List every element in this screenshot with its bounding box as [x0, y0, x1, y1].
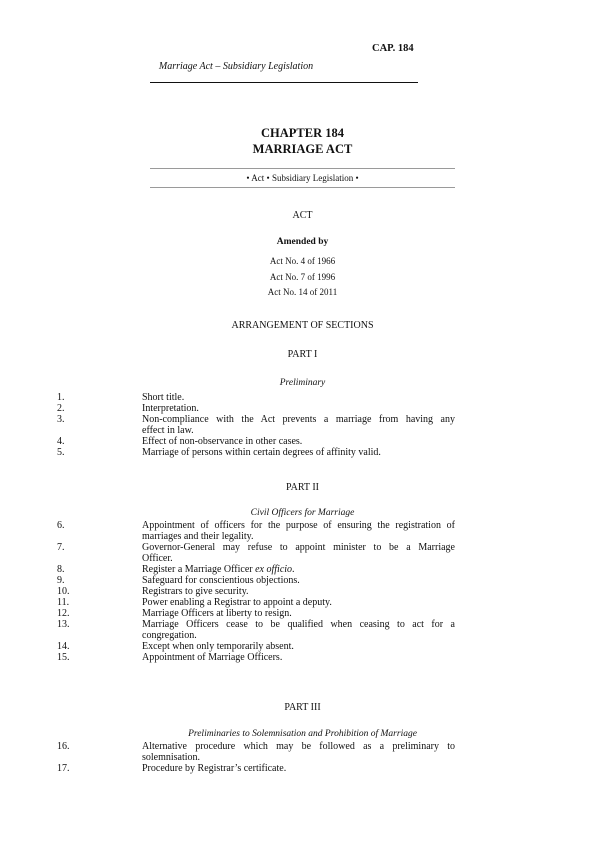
section-number: 5. [57, 447, 65, 458]
section-entry [57, 403, 455, 414]
section-number: 13. [57, 619, 70, 630]
section-entry [57, 586, 455, 597]
section-number: 7. [57, 542, 65, 553]
section-number: 16. [57, 741, 70, 752]
section-title: Non-compliance with the Act prevents a marriage from having any [142, 414, 455, 425]
section-number: 4. [57, 436, 65, 447]
part-subtitle: Preliminaries to Solemnisation and Prohibition of Marriage [188, 729, 417, 739]
section-title: Registrars to give security. [142, 586, 249, 597]
part-heading: PART I [287, 349, 318, 360]
section-title: Alternative procedure which may be followed as a preliminary to [142, 741, 455, 752]
bullet: • [266, 173, 270, 183]
section-title: Effect of non-observance in other cases. [142, 436, 303, 447]
section-title: Marriage Officers at liberty to resign. [142, 608, 292, 619]
section-entry [57, 392, 455, 403]
section-list [57, 741, 455, 774]
section-number: 11. [57, 597, 70, 608]
section-entry-continued [57, 553, 455, 564]
links-top-rule [150, 168, 455, 169]
section-number: 12. [57, 608, 70, 619]
subsidiary-legislation-link[interactable]: Subsidiary Legislation [271, 173, 354, 183]
section-list [57, 392, 455, 458]
amendment-item: Act No. 7 of 1996 [269, 272, 336, 282]
section-title: Appointment of Marriage Officers. [142, 652, 283, 663]
section-number: 14. [57, 641, 70, 652]
section-entry-continued [57, 630, 455, 641]
section-entry [57, 520, 455, 531]
section-title: Appointment of officers for the purpose of ensuring the registration of [142, 520, 455, 531]
section-number: 15. [57, 652, 70, 663]
section-entry [57, 414, 455, 425]
section-title: Marriage Officers cease to be qualified when ceasing to act for a [142, 619, 455, 630]
act-heading: ACT [292, 210, 313, 221]
section-entry [57, 447, 455, 458]
section-number: 2. [57, 403, 65, 414]
amendment-item: Act No. 14 of 2011 [267, 287, 338, 297]
section-entry [57, 436, 455, 447]
section-entry [57, 641, 455, 652]
section-title: Interpretation. [142, 403, 199, 414]
section-title: Governor-General may refuse to appoint minister to be a Marriage [142, 542, 455, 553]
section-title: Power enabling a Registrar to appoint a deputy. [142, 597, 332, 608]
section-number: 17. [57, 763, 70, 774]
section-title: Marriage of persons within certain degrees of affinity valid. [142, 447, 381, 458]
links-bottom-rule [150, 187, 455, 188]
section-title: Register a Marriage Officer ex officio. [142, 564, 295, 575]
section-number: 6. [57, 520, 65, 531]
section-entry-continued [57, 752, 455, 763]
section-list [57, 520, 455, 663]
chapter-number: CAP. 184 [372, 43, 414, 54]
section-entry-continued [57, 531, 455, 542]
section-title-continued: effect in law. [142, 425, 194, 436]
section-title: Except when only temporarily absent. [142, 641, 294, 652]
section-number: 9. [57, 575, 65, 586]
arrangement-heading: ARRANGEMENT OF SECTIONS [231, 320, 374, 331]
section-entry [57, 564, 455, 575]
running-title: Marriage Act – Subsidiary Legislation [158, 61, 314, 72]
section-entry [57, 652, 455, 663]
section-number: 8. [57, 564, 65, 575]
document-links [150, 173, 455, 183]
section-number: 1. [57, 392, 65, 403]
chapter-heading: CHAPTER 184 [261, 126, 344, 140]
bullet: • [246, 173, 250, 183]
section-title-continued: congregation. [142, 630, 197, 641]
part-heading: PART III [284, 702, 321, 713]
section-entry [57, 542, 455, 553]
part-subtitle: Preliminary [279, 378, 326, 388]
section-number: 10. [57, 586, 70, 597]
section-entry [57, 608, 455, 619]
bullet: • [355, 173, 359, 183]
amendment-item: Act No. 4 of 1966 [269, 256, 336, 266]
section-title-continued: solemnisation. [142, 752, 201, 763]
section-entry [57, 741, 455, 752]
section-title-continued: Officer. [142, 553, 173, 564]
section-entry [57, 619, 455, 630]
section-entry [57, 597, 455, 608]
section-title: Short title. [142, 392, 185, 403]
act-link[interactable]: Act [251, 173, 265, 183]
section-entry [57, 763, 455, 774]
part-heading: PART II [285, 482, 320, 493]
section-entry [57, 575, 455, 586]
header-rule [150, 82, 418, 83]
section-entry-continued [57, 425, 455, 436]
section-title: Safeguard for conscientious objections. [142, 575, 300, 586]
section-title: Procedure by Registrar’s certificate. [142, 763, 287, 774]
section-number: 3. [57, 414, 65, 425]
amended-by-heading: Amended by [276, 237, 329, 247]
act-name-heading: MARRIAGE ACT [252, 142, 353, 156]
section-title-continued: marriages and their legality. [142, 531, 254, 542]
part-subtitle: Civil Officers for Marriage [250, 508, 355, 518]
